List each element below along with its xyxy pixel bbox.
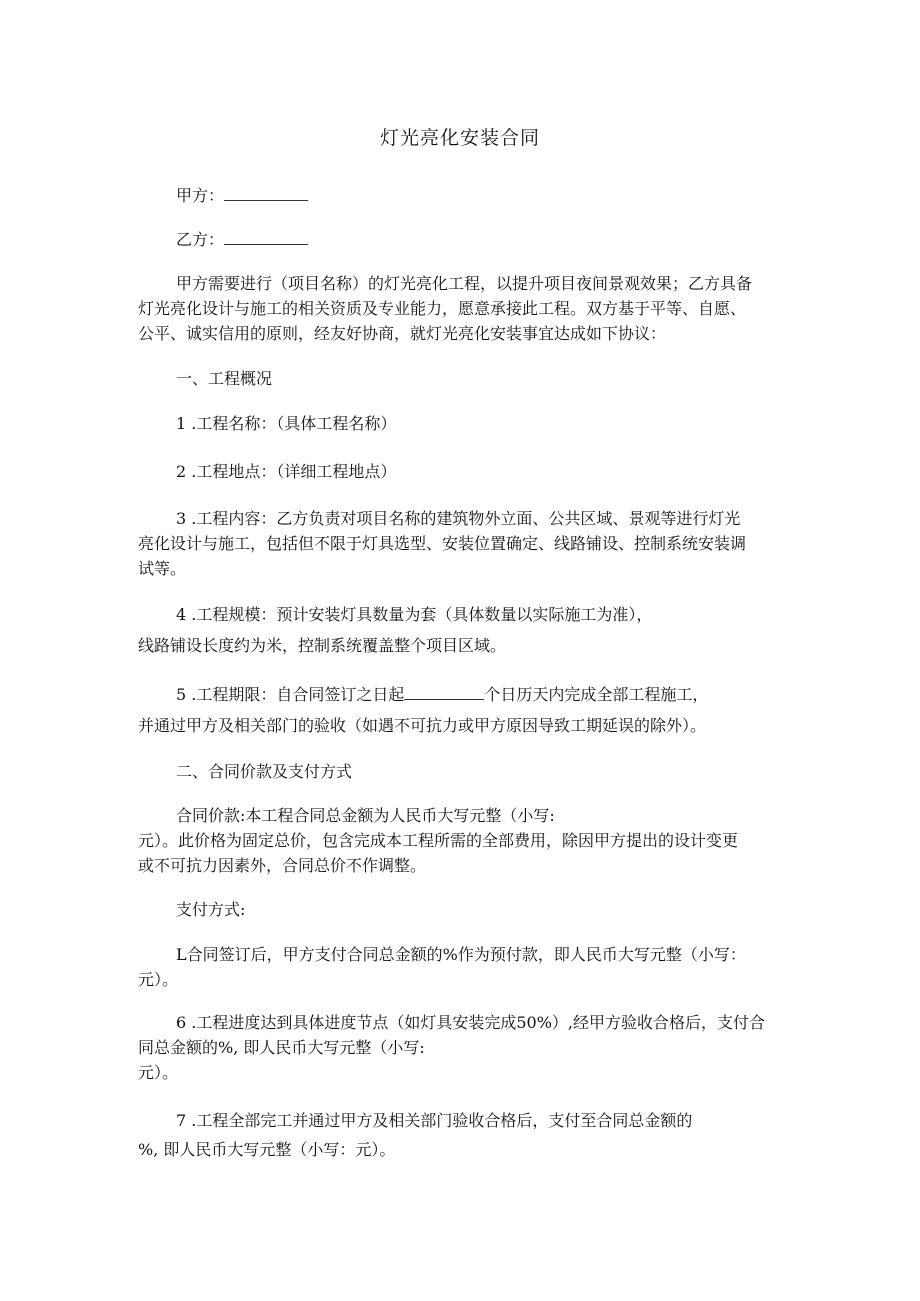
price-line-2: 元）。此价格为固定总价，包含完成本工程所需的全部费用，除因甲方提出的设计变更 (138, 831, 739, 850)
pay-6-line-3: 元）。 (138, 1063, 179, 1082)
section-2-heading: 二、合同价款及支付方式 (176, 762, 353, 781)
pay-1-line-1: L合同签订后，甲方支付合同总金额的%作为预付款，即人民币大写元整（小写： (176, 945, 746, 964)
party-a-line (176, 186, 308, 206)
pay-1-line-2: 元）。 (138, 970, 179, 989)
pay-7-line-1: 7 .工程全部完工并通过甲方及相关部门验收合格后，支付至合同总金额的 (176, 1111, 693, 1130)
item-5-days-blank (404, 685, 484, 700)
intro-line-1: 甲方需要进行（项目名称）的灯光亮化工程，以提升项目夜间景观效果；乙方具备 (176, 274, 753, 293)
party-b-line (176, 230, 308, 250)
section-1-heading: 一、工程概况 (176, 369, 273, 388)
intro-line-3: 公平、诚实信用的原则，经友好协商，就灯光亮化安装事宜达成如下协议： (138, 324, 667, 343)
party-b-blank (224, 230, 308, 245)
pay-7-line-2: %, 即人民币大写元整（小写：元）。 (138, 1140, 396, 1159)
item-3-line-1: 3 .工程内容：乙方负责对项目名称的建筑物外立面、公共区域、景观等进行灯光 (176, 509, 741, 528)
payment-heading: 支付方式: (176, 900, 246, 919)
price-line-3: 或不可抗力因素外，合同总价不作调整。 (138, 856, 427, 875)
item-5-prefix: 5 .工程期限：自合同签订之日起 (176, 685, 405, 704)
intro-line-2: 灯光亮化设计与施工的相关资质及专业能力，愿意承接此工程。双方基于平等、自愿、 (138, 299, 747, 318)
party-a-label: 甲方： (176, 186, 225, 205)
party-a-blank (224, 186, 308, 201)
item-1: 1 .工程名称：（具体工程名称） (176, 414, 397, 433)
party-b-label: 乙方： (176, 230, 225, 249)
contract-title: 灯光亮化安装合同 (379, 127, 540, 149)
pay-6-line-2: 同总金额的%, 即人民币大写元整（小写: (138, 1038, 425, 1057)
item-5-suffix: 个日历天内完成全部工程施工， (484, 685, 709, 704)
price-line-1: 合同价款:本工程合同总金额为人民币大写元整（小写: (176, 806, 555, 825)
item-4-line-1: 4 .工程规模：预计安装灯具数量为套（具体数量以实际施工为准）， (176, 605, 653, 624)
item-5-line-2: 并通过甲方及相关部门的验收（如遇不可抗力或甲方原因导致工期延误的除外）。 (138, 716, 707, 735)
item-4-line-2: 线路铺设长度约为米，控制系统覆盖整个项目区域。 (138, 636, 507, 655)
item-3-line-3: 试等。 (138, 559, 187, 578)
item-2: 2 .工程地点：（详细工程地点） (176, 462, 397, 481)
item-5-line-1 (176, 685, 708, 705)
item-3-line-2: 亮化设计与施工，包括但不限于灯具选型、安装位置确定、线路铺设、控制系统安装调 (138, 534, 747, 553)
pay-6-line-1: 6 .工程进度达到具体进度节点（如灯具安装完成50%）,经甲方验收合格后，支付合 (176, 1013, 766, 1032)
